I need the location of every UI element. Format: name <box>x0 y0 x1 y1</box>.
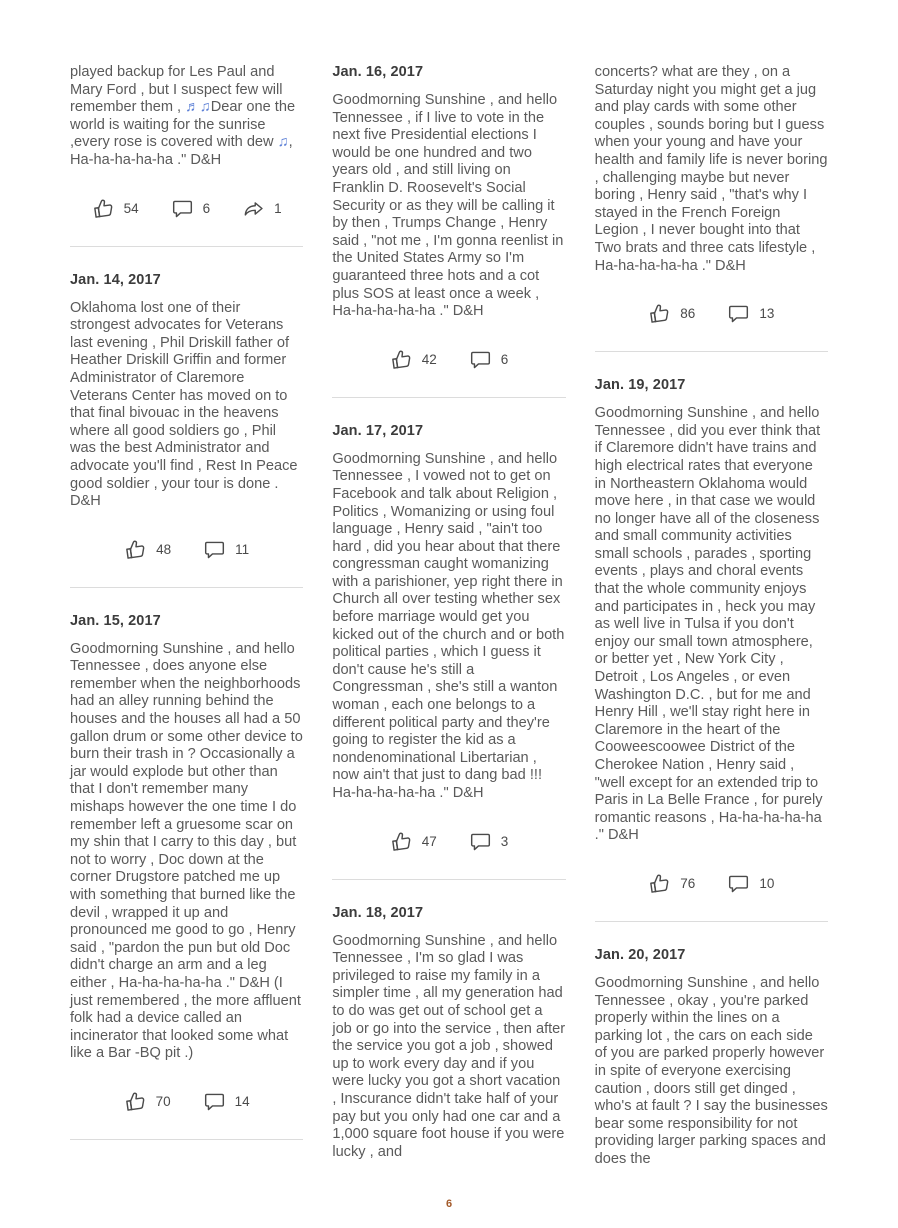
like-stat <box>124 538 171 561</box>
comment-icon <box>469 830 492 853</box>
post-date: Jan. 16, 2017 <box>332 64 424 80</box>
comment-count: 10 <box>759 875 775 891</box>
comment-count: 11 <box>235 541 250 557</box>
post-date: Jan. 19, 2017 <box>594 377 686 394</box>
column-middle <box>332 64 566 1160</box>
music-note-icon: ♫ <box>277 134 289 151</box>
column-left <box>70 64 303 1109</box>
thumbs-up-icon <box>388 346 414 372</box>
column-right <box>594 64 828 1167</box>
post-text: Oklahoma lost one of their strongest advocates for Veterans last evening , Phil Driskill father of Heather Driskill Griffin and former Administrator of Claremore Veterans Center has moved on to that final bivouac in the heavens where all good soldiers go , Phil was the best Administrator and advocate you'll find , Rest In Peace good soldier , your tour is done . D&H <box>70 299 298 510</box>
like-stat <box>648 302 695 325</box>
post-date: Jan. 17, 2017 <box>332 422 424 439</box>
post-stats <box>595 872 828 895</box>
post-text: Goodmorning Sunshine , and hello Tennessee , if I live to vote in the next five Presidential elections I would be one hundred and two years old , and still living on Franklin D. Roosevelt's Social Security or as they will be calling it by then , Trumps Change , Henry said , "not me , I'm gonna reenlist in the United States Army so I'm guaranteed three hots and a cot plus SOS at least once a week , Ha-ha-ha-ha-ha ." D&H <box>332 92 564 320</box>
post-text: concerts? what are they , on a Saturday night you might get a jug and play cards with some other couples , sounds boring but I guess when your young and have your health and family life is never boring , challenging maybe but never boring , Henry said , "that's why I stayed in the French Foreign Legion , I never bought into that Two brats and three cats lifestyle , Ha-ha-ha-ha-ha ." D&H <box>594 64 828 274</box>
comment-count: 14 <box>234 1093 250 1109</box>
comment-stat <box>469 830 509 853</box>
post-text-segment: , Ha-ha-ha-ha-ha ." D&H <box>70 134 293 168</box>
comment-icon <box>727 302 750 325</box>
post-date: Jan. 18, 2017 <box>332 904 424 921</box>
share-icon <box>242 197 265 220</box>
divider <box>70 246 303 247</box>
like-count: 48 <box>156 541 172 557</box>
divider <box>70 1139 303 1140</box>
like-count: 54 <box>123 200 139 216</box>
comment-icon <box>727 872 750 895</box>
post-continuation <box>70 64 303 247</box>
comment-count: 6 <box>202 200 211 216</box>
post-text-segment: played backup for Les Paul and Mary Ford , but I suspect few will remember them , <box>70 64 283 116</box>
divider <box>332 397 565 398</box>
comment-count: 3 <box>500 833 509 849</box>
comment-stat <box>727 872 774 895</box>
post-date: Jan. 20, 2017 <box>594 946 686 963</box>
post-date: Jan. 14, 2017 <box>70 271 161 288</box>
post-text: Goodmorning Sunshine , and hello Tennessee , I vowed not to get on Facebook and talk about Religion , Politics , Womanizing or using foul language , Henry said , "ain't too hard , did you hear about that there congressman caught womanizing with a parishioner, yep right there in Church all over testing whether sex before marriage would get you kicked out of the church and or both political parties , which I guess it don't cause he's still a Congressman , she's still a wanton woman , each one belongs to a different political party and they're going to register the kid as a nondenominational Libertarian , now ain't that just to dang bad !!! Ha-ha-ha-ha-ha ." D&H <box>332 450 565 801</box>
post-stats <box>332 348 565 371</box>
thumbs-up-icon <box>647 870 673 896</box>
post <box>595 377 828 922</box>
like-count: 76 <box>680 875 696 891</box>
thumbs-up-icon <box>647 301 673 327</box>
thumbs-up-icon <box>123 536 149 562</box>
comment-icon <box>469 348 492 371</box>
divider <box>595 351 828 352</box>
post-date: Jan. 15, 2017 <box>70 612 161 629</box>
divider <box>70 587 303 588</box>
post-stats <box>70 197 303 220</box>
post-text: Goodmorning Sunshine , and hello Tennessee , did you ever think that if Claremore didn't have trains and high electrical rates that everyone in Northeastern Oklahoma would move here , in that case we would no longer have all of the closeness and small community activities small schools , parades , sporting events , plays and choral events that the whole community enjoys and participates in , heck you may as well live in Tulsa if you don't enjoy our small town atmosphere, or better yet , New York City , Detroit , Los Angeles , or even Washington D.C. , but for me and Henry Hill , we'll stay right here in Claremore in the heart of the Cooweescoowee District of the Cherokee Nation , Henry said , "well except for an extended trip to Paris in La Belle France , for purely romantic reasons , Ha-ha-ha-ha-ha ." D&H <box>594 405 823 844</box>
post-truncated <box>332 905 565 1162</box>
like-count: 42 <box>421 351 437 367</box>
music-notes-icon: ♬♫ <box>185 99 211 116</box>
page-number: 6 <box>445 1198 453 1210</box>
like-stat <box>92 197 139 220</box>
post-text-segment: Dear one the world is waiting for the sunrise ,every rose is covered with dew <box>70 99 296 151</box>
share-stat <box>242 197 282 220</box>
post-text: Goodmorning Sunshine , and hello Tennessee , does anyone else remember when the neighborhoods had an alley running behind the houses and the houses all had a 50 gallon drum or some other device to burn their trash in ? Occasionally a jar would explode but other than that I don't remember many mishaps however the one time I do remember left a gruesome scar on my shin that I carry to this day , but not to worry , Doc down at the corner Drugstore patched me up with something that burned like the devil , wrapped it up and pronounced me good to go , Henry said , "pardon the pun but old Doc didn't charge an arm and a leg either , Ha-ha-ha-ha-ha ." D&H (I just remembered , the more affluent folk had a device called an incinerator that looked some what like a Bar -BQ pit .) <box>70 640 303 1062</box>
post-stats <box>70 538 303 561</box>
like-stat <box>390 830 437 853</box>
post-text: Goodmorning Sunshine , and hello Tennessee , okay , you're parked properly within the lines on a parking lot , the cars on each side of you are parked properly however in spite of everyone exercising caution , doors still get dinged , who's at fault ? I say the businesses bear some responsibility for not providing larger parking spaces and does the <box>594 974 828 1167</box>
post-truncated <box>595 947 828 1169</box>
post-stats <box>332 830 565 853</box>
like-count: 70 <box>155 1093 171 1109</box>
comment-stat <box>203 538 249 561</box>
post-text: Goodmorning Sunshine , and hello Tennessee , I'm so glad I was privileged to raise my family in a simpler time , all my generation had to do was get out of school get a job or go into the service , then after the service you got a job , showed up to work every day and if you were lucky you got a short vacation , Inscurance didn't take half of your pay but you only had one car and a 1,000 square foot house if you were lucky , and <box>332 932 566 1160</box>
like-count: 86 <box>680 306 696 322</box>
divider <box>595 921 828 922</box>
comment-stat <box>171 197 211 220</box>
comment-icon <box>171 197 194 220</box>
post <box>70 613 303 1140</box>
comment-icon <box>203 1090 226 1113</box>
comment-icon <box>203 538 226 561</box>
thumbs-up-icon <box>122 1088 148 1114</box>
like-count: 47 <box>421 833 437 849</box>
post <box>332 64 565 398</box>
comment-count: 13 <box>759 306 775 322</box>
post-continuation <box>595 64 828 352</box>
thumbs-up-icon <box>388 828 414 854</box>
like-stat <box>124 1090 171 1113</box>
comment-count: 6 <box>500 351 509 367</box>
comment-stat <box>727 302 774 325</box>
thumbs-up-icon <box>90 195 116 221</box>
comment-stat <box>469 348 509 371</box>
like-stat <box>390 348 437 371</box>
post-text <box>70 64 303 170</box>
post <box>332 423 565 880</box>
comment-stat <box>203 1090 250 1113</box>
post-stats <box>595 302 828 325</box>
divider <box>332 879 565 880</box>
like-stat <box>648 872 695 895</box>
share-count: 1 <box>274 200 282 216</box>
post-stats <box>70 1090 303 1113</box>
post <box>70 272 303 588</box>
